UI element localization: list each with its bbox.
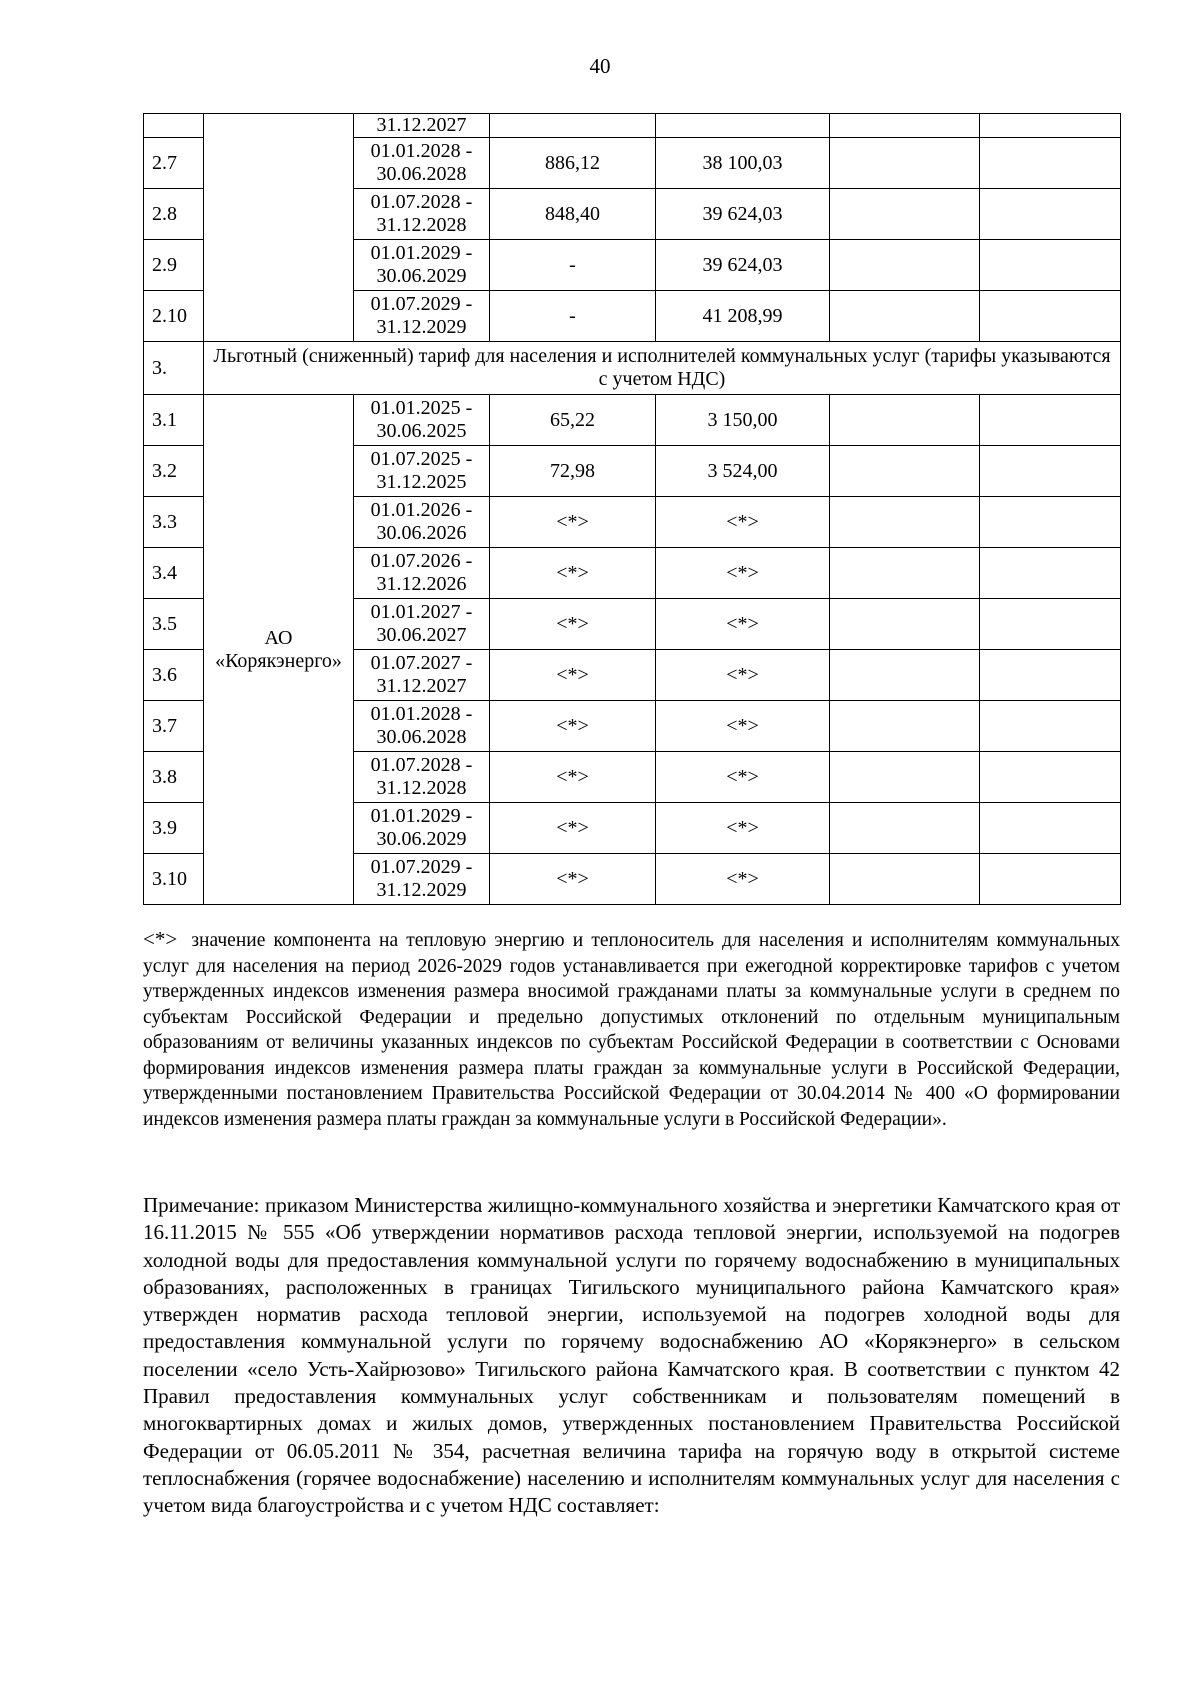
value1-cell: <*> — [490, 752, 656, 803]
value1-cell: <*> — [490, 497, 656, 548]
org-name-line1: АО — [264, 626, 293, 649]
period-to: 31.12.2029 — [376, 316, 467, 338]
empty-cell — [830, 548, 980, 599]
period-cell — [354, 752, 490, 803]
empty-cell — [980, 114, 1121, 138]
empty-cell — [980, 446, 1121, 497]
value2-cell: <*> — [656, 599, 830, 650]
section-num-cell: 3. — [144, 342, 204, 395]
empty-cell — [830, 138, 980, 189]
period-from: 01.01.2026 - — [370, 499, 473, 521]
org-name-line2: «Корякэнерго» — [215, 649, 342, 672]
period-to: 31.12.2027 — [376, 675, 467, 697]
empty-cell — [980, 497, 1121, 548]
value2-cell: <*> — [656, 854, 830, 905]
value2-cell: 3 524,00 — [656, 446, 830, 497]
empty-cell — [980, 395, 1121, 446]
period-from: 01.07.2029 - — [370, 856, 473, 878]
period-cell — [354, 650, 490, 701]
empty-cell — [980, 701, 1121, 752]
num-cell: 3.5 — [144, 599, 204, 650]
footnote-text: значение компонента на тепловую энергию и теплоноситель для населения и исполнителям коммунальных услуг для населения на период 2026-2029 годов устанавливается при ежегодной корректировке тарифов с учетом утвержденных индексов изменения размера вносимой гражданами платы за коммунальные услуги в среднем по субъектам Российской Федерации и предельно допустимых отклонений по отдельным муниципальным образованиям от величины указанных индексов по субъектам Российской Федерации в соответствии с Основами формирования индексов изменения размера платы граждан за коммунальные услуги в Российской Федерации, утвержденными постановлением Правительства Российской Федерации от 30.04.2014 № 400 «О формировании индексов изменения размера платы граждан за коммунальные услуги в Российской Федерации». — [143, 930, 1121, 1130]
period-cell — [354, 701, 490, 752]
empty-cell — [980, 138, 1121, 189]
org-cell-section2 — [204, 114, 354, 342]
value2-cell: 39 624,03 — [656, 189, 830, 240]
num-cell: 2.8 — [144, 189, 204, 240]
num-cell: 3.4 — [144, 548, 204, 599]
value2-cell: <*> — [656, 803, 830, 854]
num-cell: 3.1 — [144, 395, 204, 446]
num-cell: 3.9 — [144, 803, 204, 854]
period-to: 31.12.2028 — [376, 214, 467, 236]
value2-cell: <*> — [656, 701, 830, 752]
empty-cell — [830, 395, 980, 446]
period-to: 30.06.2028 — [376, 163, 467, 185]
period-to: 30.06.2025 — [376, 420, 467, 442]
value1-cell: 72,98 — [490, 446, 656, 497]
value1-cell: <*> — [490, 548, 656, 599]
period-from: 01.01.2027 - — [370, 601, 473, 623]
period-cell — [354, 548, 490, 599]
empty-cell — [980, 240, 1121, 291]
num-cell: 3.7 — [144, 701, 204, 752]
empty-cell — [830, 189, 980, 240]
value1-cell: - — [490, 291, 656, 342]
empty-cell — [830, 114, 980, 138]
table-row — [144, 114, 1121, 138]
period-from: 01.01.2028 - — [370, 140, 473, 162]
period-cell — [354, 446, 490, 497]
period-to: 30.06.2029 — [376, 828, 467, 850]
value2-cell: <*> — [656, 752, 830, 803]
num-cell: 3.3 — [144, 497, 204, 548]
period-cell — [354, 599, 490, 650]
value1-cell: 848,40 — [490, 189, 656, 240]
section-header-row — [144, 342, 1121, 395]
period-cell — [354, 395, 490, 446]
empty-cell — [980, 599, 1121, 650]
period-to: 30.06.2028 — [376, 726, 467, 748]
period-cell — [354, 803, 490, 854]
value1-cell: <*> — [490, 803, 656, 854]
period-to: 31.12.2026 — [376, 573, 467, 595]
org-cell-section3 — [204, 395, 354, 905]
period-from: 01.01.2029 - — [370, 242, 473, 264]
empty-cell — [830, 291, 980, 342]
value2-cell: <*> — [656, 650, 830, 701]
value2-cell: 3 150,00 — [656, 395, 830, 446]
num-cell: 3.10 — [144, 854, 204, 905]
num-cell: 2.7 — [144, 138, 204, 189]
period-from: 01.01.2025 - — [370, 397, 473, 419]
value2-cell: <*> — [656, 497, 830, 548]
period-to: 31.12.2025 — [376, 471, 467, 493]
period-cell — [354, 189, 490, 240]
value2-cell — [656, 114, 830, 138]
period-from: 01.07.2027 - — [370, 652, 473, 674]
num-cell: 3.6 — [144, 650, 204, 701]
tariff-table-body — [144, 114, 1121, 905]
empty-cell — [980, 548, 1121, 599]
num-cell: 2.9 — [144, 240, 204, 291]
period-cell — [354, 291, 490, 342]
num-cell — [144, 114, 204, 138]
empty-cell — [830, 854, 980, 905]
note-paragraph: Примечание: приказом Министерства жилищно-коммунального хозяйства и энергетики Камчатского края от 16.11.2015 № 555 «Об утверждении нормативов расхода тепловой энергии, используемой на подогрев холодной воды для предоставления коммунальной услуги по горячему водоснабжению в муниципальных образованиях, расположенных в границах Тигильского муниципального района Камчатского края» утвержден норматив расхода тепловой энергии, используемой на подогрев холодной воды для предоставления коммунальной услуги по горячему водоснабжению АО «Корякэнерго» в сельском поселении «село Усть-Хайрюзово» Тигильского района Камчатского края. В соответствии с пунктом 42 Правил предоставления коммунальных услуг собственникам и пользователям помещений в многоквартирных домах и жилых домов, утвержденных постановлением Правительства Российской Федерации от 06.05.2011 № 354, расчетная величина тарифа на горячую воду в открытой системе теплоснабжения (горячее водоснабжение) населению и исполнителям коммунальных услуг для населения с учетом вида благоустройства и с учетом НДС составляет: — [143, 1193, 1120, 1518]
empty-cell — [980, 291, 1121, 342]
value2-cell: 38 100,03 — [656, 138, 830, 189]
empty-cell — [980, 803, 1121, 854]
value1-cell — [490, 114, 656, 138]
empty-cell — [830, 497, 980, 548]
period-from: 01.07.2029 - — [370, 293, 473, 315]
value1-cell: - — [490, 240, 656, 291]
period-to: 31.12.2028 — [376, 777, 467, 799]
empty-cell — [980, 752, 1121, 803]
period-to: 30.06.2029 — [376, 265, 467, 287]
period-from: 01.07.2025 - — [370, 448, 473, 470]
table-row — [144, 395, 1121, 446]
empty-cell — [830, 803, 980, 854]
value1-cell: <*> — [490, 701, 656, 752]
period-from: 01.07.2026 - — [370, 550, 473, 572]
period-from: 01.01.2028 - — [370, 703, 473, 725]
empty-cell — [830, 752, 980, 803]
period-cell — [354, 240, 490, 291]
footnote-marker: <*> — [143, 927, 178, 951]
empty-cell — [830, 650, 980, 701]
tariff-table — [143, 113, 1121, 905]
value2-cell: 41 208,99 — [656, 291, 830, 342]
section-header-cell: Льготный (сниженный) тариф для населения и исполнителей коммунальных услуг (тарифы указываются с учетом НДС) — [204, 342, 1121, 395]
num-cell: 2.10 — [144, 291, 204, 342]
period-cell — [354, 497, 490, 548]
empty-cell — [830, 701, 980, 752]
value2-cell: <*> — [656, 548, 830, 599]
period-to: 30.06.2027 — [376, 624, 467, 646]
period-from: 01.01.2029 - — [370, 805, 473, 827]
num-cell: 3.8 — [144, 752, 204, 803]
num-cell: 3.2 — [144, 446, 204, 497]
empty-cell — [830, 446, 980, 497]
value1-cell: <*> — [490, 599, 656, 650]
period-cell: 31.12.2027 — [354, 114, 490, 138]
empty-cell — [980, 854, 1121, 905]
value2-cell: 39 624,03 — [656, 240, 830, 291]
value1-cell: <*> — [490, 854, 656, 905]
period-to: 31.12.2029 — [376, 879, 467, 901]
empty-cell — [830, 240, 980, 291]
empty-cell — [980, 650, 1121, 701]
period-cell — [354, 854, 490, 905]
period-to: 30.06.2026 — [376, 522, 467, 544]
page-number: 40 — [589, 54, 611, 78]
empty-cell — [830, 599, 980, 650]
value1-cell: 65,22 — [490, 395, 656, 446]
period-from: 01.07.2028 - — [370, 754, 473, 776]
value1-cell: <*> — [490, 650, 656, 701]
period-cell — [354, 138, 490, 189]
value1-cell: 886,12 — [490, 138, 656, 189]
footnote — [143, 927, 1120, 1132]
empty-cell — [980, 189, 1121, 240]
period-from: 01.07.2028 - — [370, 191, 473, 213]
